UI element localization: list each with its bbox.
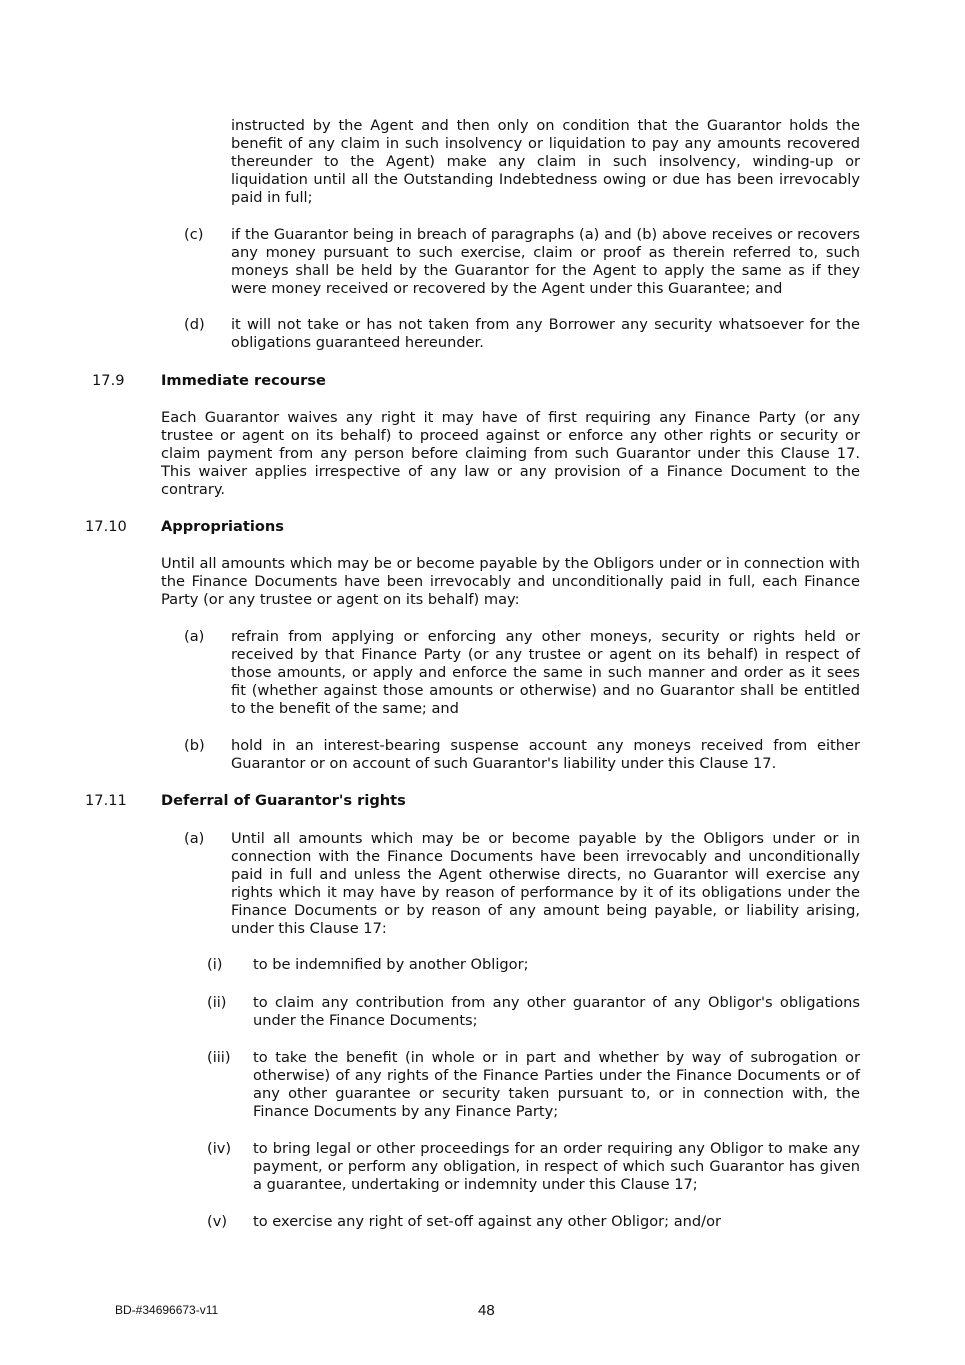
sub-label-ii: (ii) bbox=[207, 994, 227, 1011]
page-number: 48 bbox=[478, 1302, 495, 1319]
sub-label-iv: (iv) bbox=[207, 1140, 232, 1157]
sub-item-v: to exercise any right of set-off against any other Obligor; and/or bbox=[253, 1213, 722, 1230]
sub-item-iii: to take the benefit (in whole or in part and whether by way of subrogation or otherwise) of any rights of the Finance Parties under the Finance Documents or of any other guarantee or security taken pursuant to, or in connection with, the Finance Documents by any Finance Party; bbox=[253, 1049, 860, 1120]
clause-body-17-10: Until all amounts which may be or become payable by the Obligors under or in connection with the Finance Documents have been irrevocably and unconditionally paid in full, each Finance Party (or any trustee or agent on its behalf) may: bbox=[161, 555, 860, 608]
list-item-17-10-b: hold in an interest-bearing suspense account any moneys received from either Guarantor or on account of such Guarantor's liability under this Clause 17. bbox=[231, 737, 860, 772]
list-label-17-10-a: (a) bbox=[184, 628, 205, 645]
list-item-17-10-a: refrain from applying or enforcing any other moneys, security or rights held or received by that Finance Party (or any trustee or agent on its behalf) in respect of those amounts, or apply and enforce the same in such manner and order as it sees fit (whether against those amounts or otherwise) and no Guarantor shall be entitled to the benefit of the same; and bbox=[231, 628, 860, 717]
clause-number-17-9: 17.9 bbox=[92, 372, 125, 389]
list-item-d: it will not take or has not taken from any Borrower any security whatsoever for the obligations guaranteed hereunder. bbox=[231, 316, 860, 351]
list-item-c: if the Guarantor being in breach of paragraphs (a) and (b) above receives or recovers any money pursuant to such exercise, claim or proof as therein referred to, such moneys shall be held by the Guarantor for the Agent to apply the same as if they were money received or recovered by the Agent under this Guarantee; and bbox=[231, 226, 860, 297]
list-item-17-11-a: Until all amounts which may be or become payable by the Obligors under or in connection with the Finance Documents have been irrevocably and unconditionally paid in full and unless the Agent otherwise directs, no Guarantor will exercise any rights which it may have by reason of performance by it of its obligations under the Finance Documents or by reason of any amount being payable, or liability arising, under this Clause 17: bbox=[231, 830, 860, 937]
clause-number-17-10: 17.10 bbox=[85, 518, 127, 535]
clause-heading-17-10: Appropriations bbox=[161, 518, 284, 535]
sub-item-iv: to bring legal or other proceedings for an order requiring any Obligor to make any payment, or perform any obligation, in respect of which such Guarantor has given a guarantee, undertaking or indemnity under this Clause 17; bbox=[253, 1140, 860, 1193]
list-label-17-11-a: (a) bbox=[184, 830, 205, 847]
clause-number-17-11: 17.11 bbox=[85, 792, 127, 809]
clause-heading-17-9: Immediate recourse bbox=[161, 372, 326, 389]
list-label-d: (d) bbox=[184, 316, 205, 333]
sub-label-v: (v) bbox=[207, 1213, 228, 1230]
list-label-c: (c) bbox=[184, 226, 204, 243]
clause-heading-17-11: Deferral of Guarantor's rights bbox=[161, 792, 406, 809]
clause-body-17-9: Each Guarantor waives any right it may have of first requiring any Finance Party (or any trustee or agent on its behalf) to proceed against or enforce any other rights or security or claim payment from any person before claiming from such Guarantor under this Clause 17. This waiver applies irrespective of any law or any provision of a Finance Document to the contrary. bbox=[161, 409, 860, 498]
list-label-17-10-b: (b) bbox=[184, 737, 205, 754]
sub-label-iii: (iii) bbox=[207, 1049, 231, 1066]
sub-item-i: to be indemnified by another Obligor; bbox=[253, 956, 529, 973]
document-reference: BD-#34696673-v11 bbox=[115, 1303, 219, 1317]
sub-item-ii: to claim any contribution from any other guarantor of any Obligor's obligations under the Finance Documents; bbox=[253, 994, 860, 1029]
continuation-paragraph: instructed by the Agent and then only on condition that the Guarantor holds the benefit of any claim in such insolvency or liquidation to pay any amounts recovered thereunder to the Agent) make any claim in such insolvency, winding-up or liquidation until all the Outstanding Indebtedness owing or due has been irrevocably paid in full; bbox=[231, 117, 860, 206]
sub-label-i: (i) bbox=[207, 956, 223, 973]
